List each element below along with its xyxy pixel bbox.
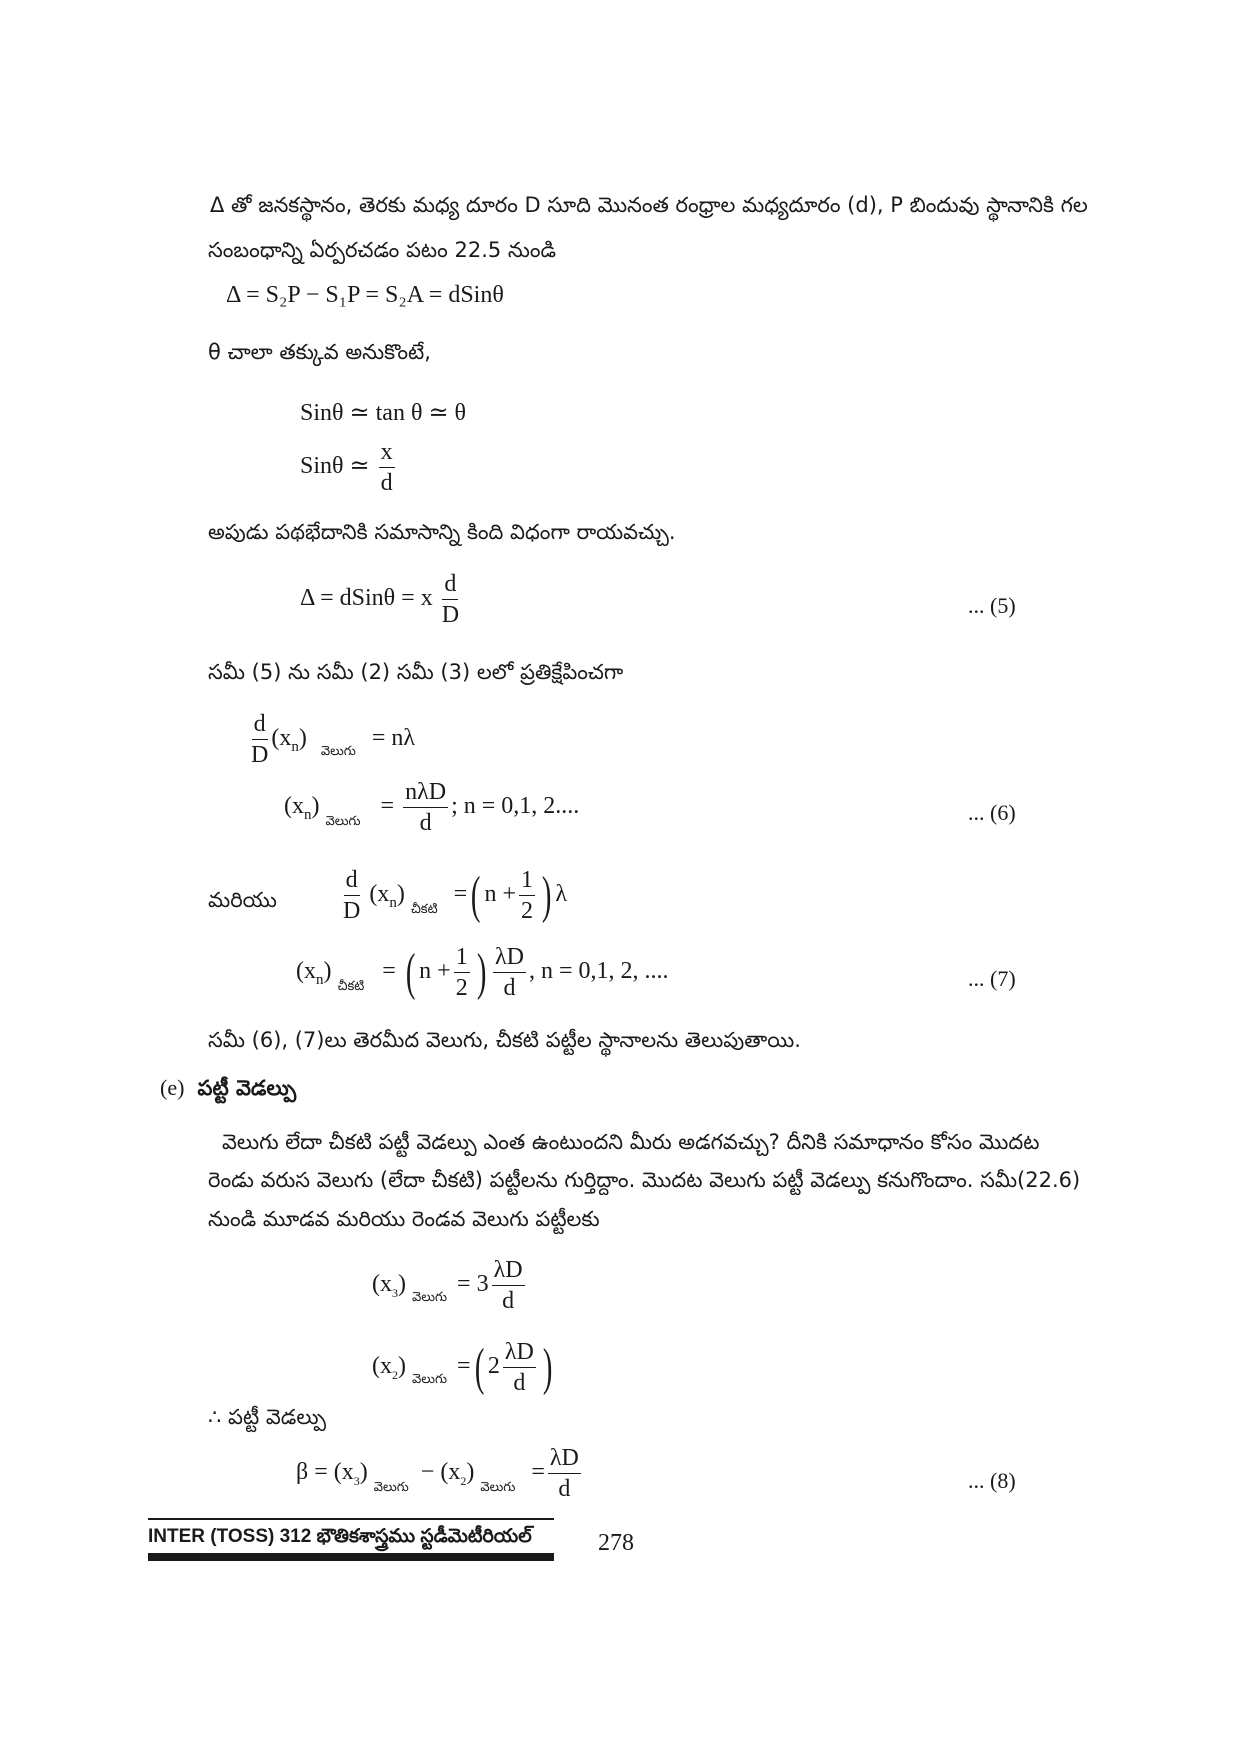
equation-sin-x-over-d: Sinθ ≃ $\frac{x}{d}$ — [300, 439, 393, 496]
equation-label-5: ... (5) — [968, 593, 1016, 618]
fraction: $\frac{\text{nλD}}{d}$ — [405, 779, 447, 836]
equation-5: Δ = dSinθ = x $\frac{d}{D}$ — [300, 571, 460, 628]
section-heading — [160, 1075, 296, 1106]
theta-small-text: θ చాలా తక్కువ అనుకొంటే, — [208, 340, 431, 364]
fraction: $\frac{\lambda D}{d}$ — [493, 1257, 523, 1314]
paragraph-line-3: నుండి మూడవ మరియు రెండవ వెలుగు పట్టీలకు — [208, 1207, 600, 1231]
equation-label-8: ... (8) — [968, 1468, 1016, 1493]
equation-small-angle: Sinθ ≃ tan θ ≃ θ — [300, 400, 467, 426]
therefore-text: ∴ పట్టీ వెడల్పు — [208, 1405, 327, 1429]
equation-x3: $(x_3) _{వెలుగు} = 3$ $\frac{\lambda D}{d}$ — [372, 1257, 523, 1314]
fraction: $\frac{\lambda D}{d}$ — [504, 1339, 534, 1396]
fraction-half: $\frac{1}{2}$ — [521, 867, 534, 924]
section-label: (e) — [160, 1075, 185, 1100]
mariyu-text: మరియు — [208, 888, 277, 912]
page-number: 278 — [598, 1530, 634, 1556]
paragraph-line-1: వెలుగు లేదా చీకటి పట్టీ వెడల్పు ఎంత ఉంటుందని మీరు అడగవచ్చు? దీనికి సమాధానం కోసం మొదట — [222, 1130, 1040, 1154]
fraction: $\frac{d}{D}$ — [251, 711, 269, 768]
equation-7b: $(x_n) _{చీకటి}$ = ( n + $\frac{1}{2}$ ) $\frac{\lambda D}{d}$ , n = 0,1, 2, .... — [296, 943, 669, 1001]
equation-label-6: ... (6) — [968, 800, 1016, 825]
intro-line-2: సంబంధాన్ని ఏర్పరచడం పటం 22.5 నుండి — [208, 238, 557, 262]
path-difference-text: అపుడు పథభేదానికి సమాసాన్ని కింది విధంగా రాయవచ్చు. — [208, 520, 676, 544]
equation-path-difference: Δ = S₂P − S₁P = S₂A = dSinθ — [226, 282, 504, 308]
fraction: $\frac{x}{d}$ — [380, 439, 393, 496]
equation-6b: $(x_n) _{వెలుగు}$ = $\frac{\text{nλD}}{d}$ ; n = 0,1, 2.... — [284, 779, 580, 836]
footer-rule-thick — [148, 1553, 554, 1561]
fraction-half: $\frac{1}{2}$ — [455, 944, 468, 1001]
equation-label-7: ... (7) — [968, 966, 1016, 991]
footer-title: INTER (TOSS) 312 భౌతికశాస్త్రము స్టడీమెటీరియల్ — [148, 1526, 532, 1547]
fraction: $\frac{\lambda D}{d}$ — [495, 944, 524, 1001]
equation-6a: $\frac{d}{D}$ $(x_n) _{వెలుగు} = n\lambda$ — [251, 711, 416, 768]
equation-x2: $(x_2)$ $_{వెలుగు}$ =( 2 $\frac{\lambda D}{d}$ ) — [372, 1338, 553, 1396]
conclusion-text: సమీ (6), (7)లు తెరమీద వెలుగు, చీకటి పట్టీల స్థానాలను తెలుపుతాయి. — [208, 1028, 801, 1052]
fraction: $\frac{\lambda D}{d}$ — [549, 1445, 579, 1502]
substitution-text: సమీ (5) ను సమీ (2) సమీ (3) లలో ప్రతిక్షేపించగా — [208, 660, 624, 684]
paragraph-line-2: రెండు వరుస వెలుగు (లేదా చీకటి) పట్టీలను గుర్తిద్దాం. మొదట వెలుగు పట్టీ వెడల్పు కనుగొందాం. సమీ(22.6) — [208, 1168, 1081, 1192]
fraction: $\frac{d}{D}$ — [343, 867, 361, 924]
equation-8: $\beta = (x_3) _{వెలుగు} - (x_2) _{వెలుగు}$ = $\frac{\lambda D}{d}$ — [296, 1445, 579, 1502]
intro-line-1: Δ తో జనకస్థానం, తెరకు మధ్య దూరం D సూది మొనంత రంధ్రాల మధ్యదూరం (d), P బిందువు స్థానానికి గల — [210, 193, 1088, 217]
fraction: $\frac{d}{D}$ — [441, 571, 460, 628]
equation-7a: $\frac{d}{D}$ $(x_n)$ $_{చీకటి}$ =( n + $\frac{1}{2}$ ) λ — [343, 866, 568, 924]
footer-rule-thin — [148, 1518, 554, 1520]
section-title: పట్టీ వెడల్పు — [197, 1076, 297, 1100]
